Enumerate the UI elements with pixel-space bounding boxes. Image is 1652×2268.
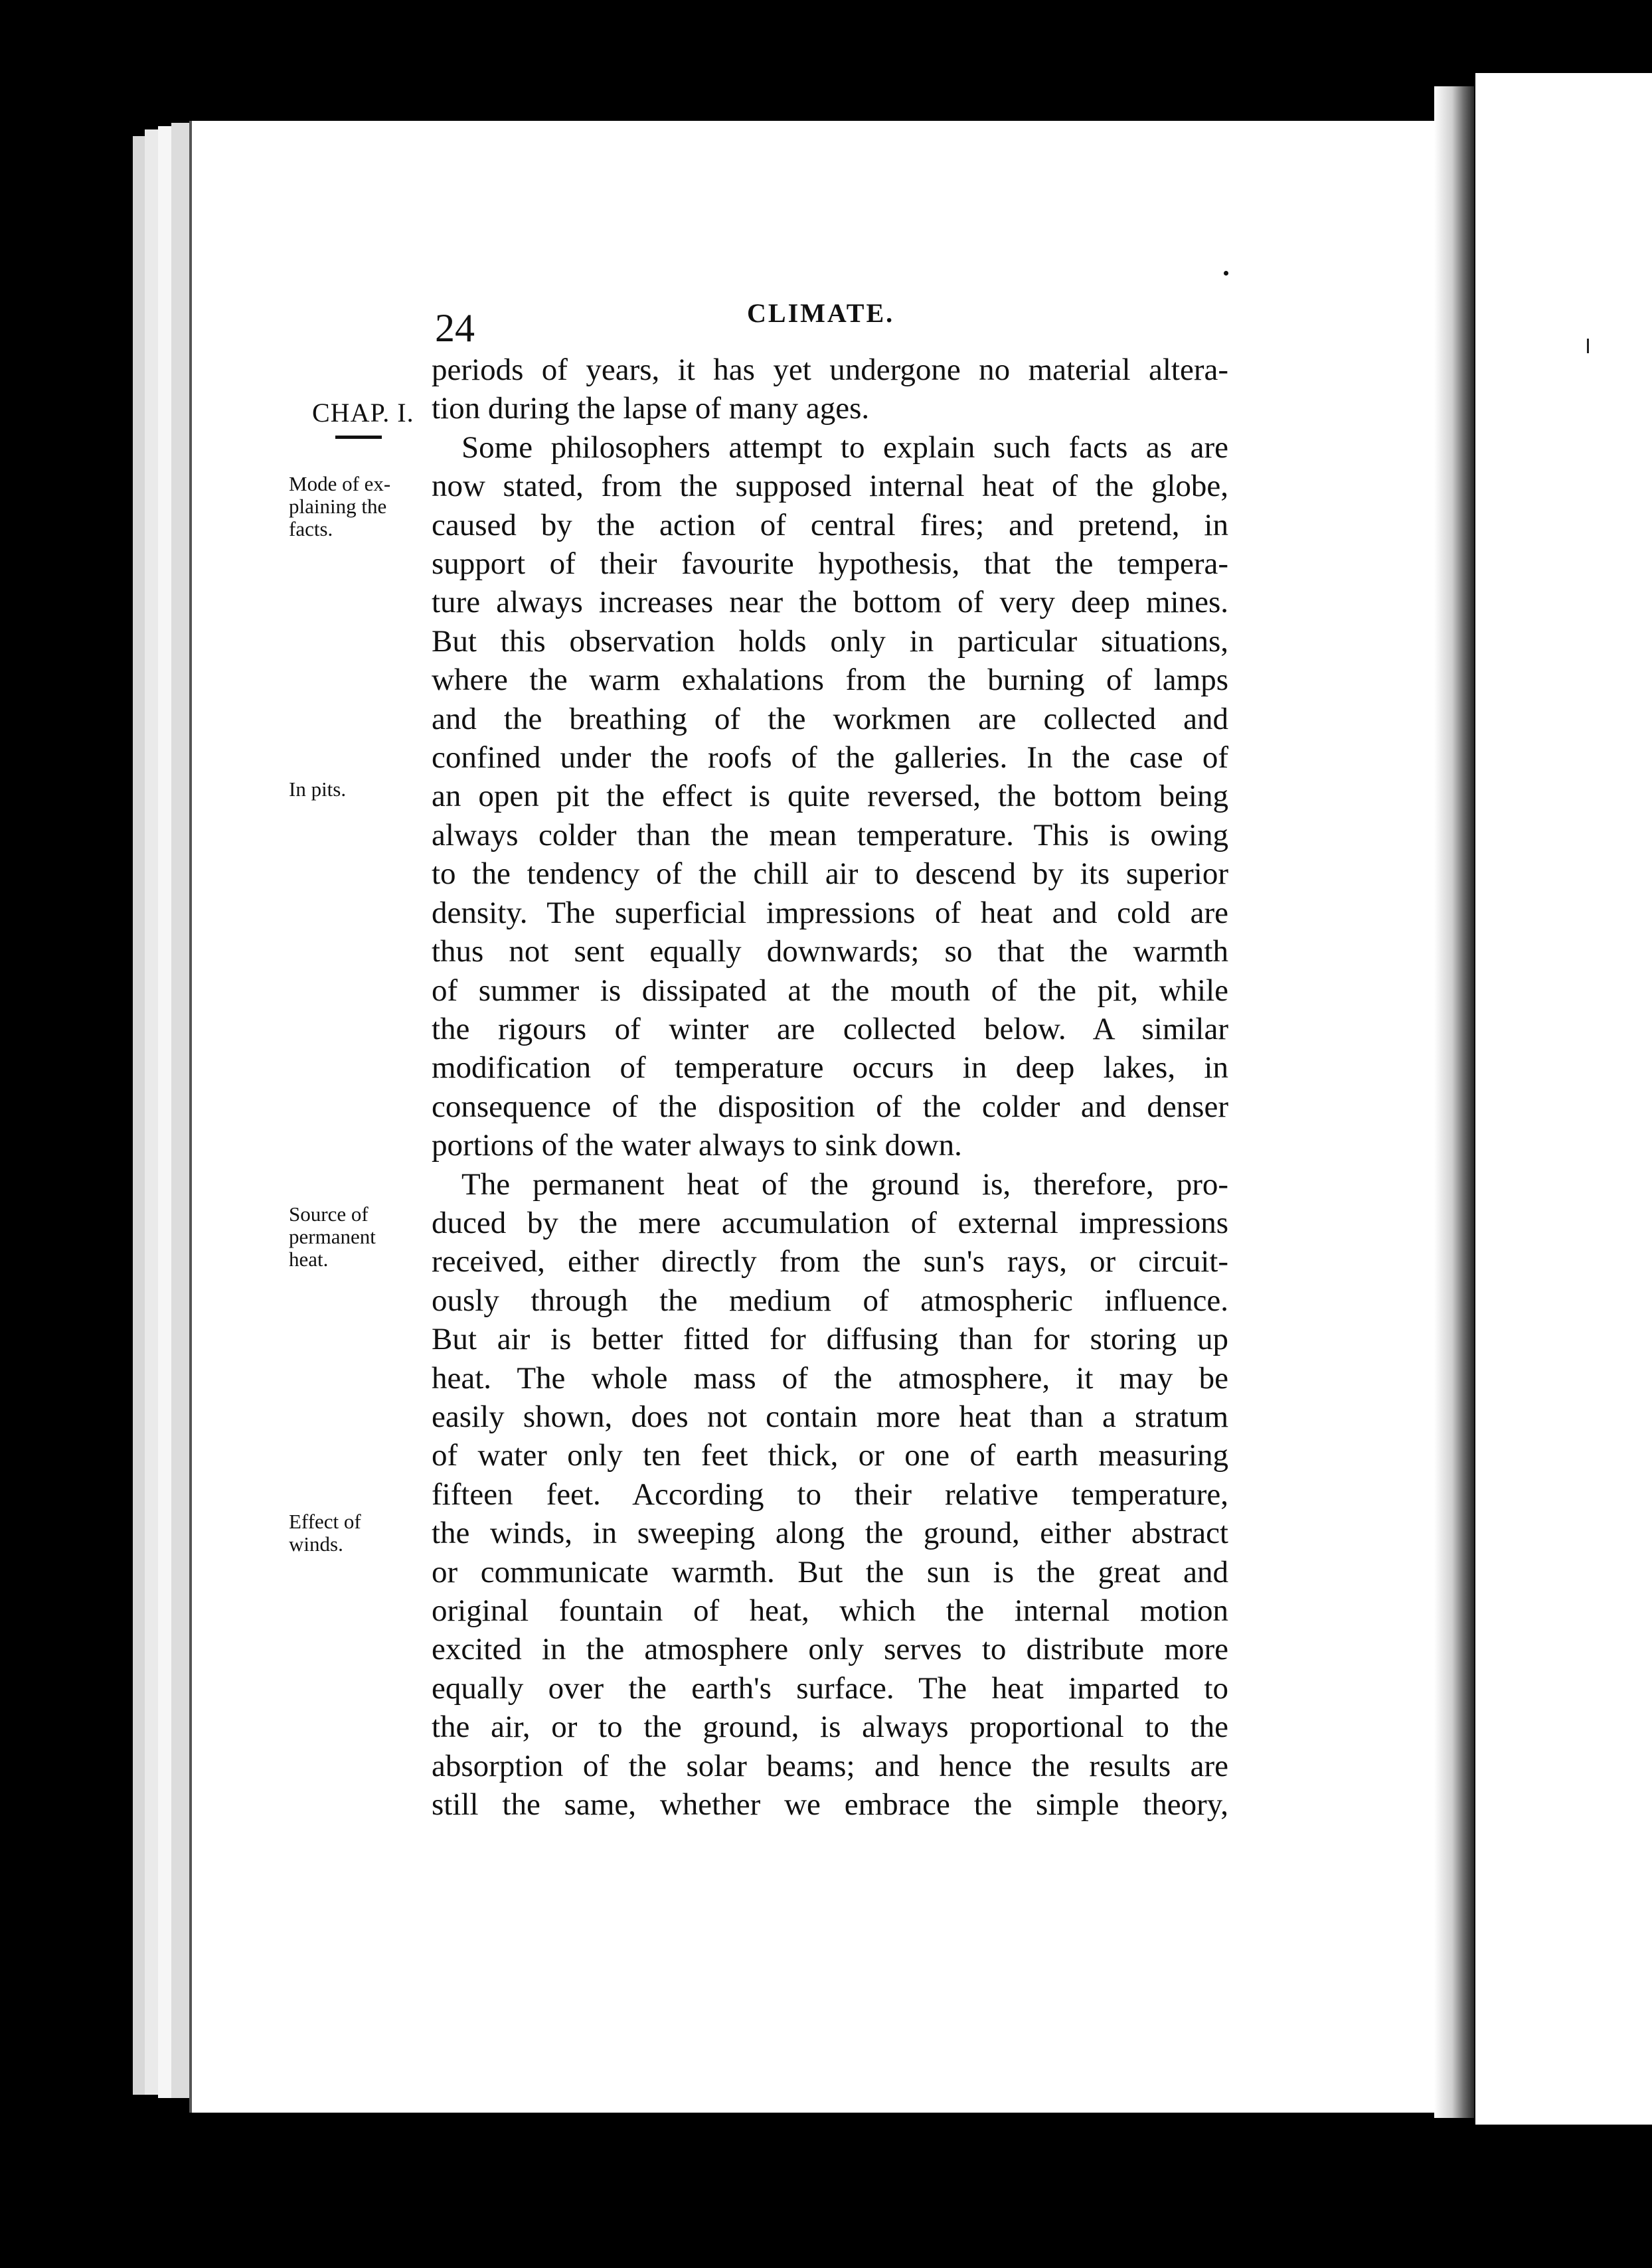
text-line: the air, or to the ground, is always proportional to the <box>432 1710 1228 1745</box>
text-line: heat. The whole mass of the atmosphere, it may be <box>432 1360 1228 1396</box>
text-line: But air is better fitted for diffusing than for storing up <box>432 1322 1228 1357</box>
sidenote-line: Effect of <box>289 1510 361 1533</box>
text-line: portions of the water always to sink down. <box>432 1128 962 1163</box>
running-head: CLIMATE. <box>747 298 895 328</box>
text-line: to the tendency of the chill air to descend by its superior <box>432 856 1228 892</box>
chapter-rule <box>335 436 382 439</box>
text-line: of water only ten feet thick, or one of earth measuring <box>432 1438 1228 1473</box>
text-line: But this observation holds only in particular situations, <box>432 623 1228 659</box>
text-line: Some philosophers attempt to explain such facts as are <box>461 430 1228 465</box>
facing-page <box>1475 73 1652 2125</box>
text-line: tion during the lapse of many ages. <box>432 391 870 426</box>
text-line: density. The superficial impressions of heat and cold are <box>432 895 1228 930</box>
sidenote-mode-of-explaining <box>289 473 390 540</box>
text-line: support of their favourite hypothesis, that the tempera- <box>432 546 1228 582</box>
sidenote-line: Mode of ex- <box>289 472 391 495</box>
text-line: and the breathing of the workmen are collected and <box>432 701 1228 736</box>
text-line: where the warm exhalations from the burning of lamps <box>432 663 1228 698</box>
text-line: caused by the action of central fires; and pretend, in <box>432 507 1228 542</box>
text-line: original fountain of heat, which the internal motion <box>432 1593 1228 1628</box>
chapter-label: CHAP. I. <box>312 398 414 428</box>
text-line: consequence of the disposition of the colder and denser <box>432 1089 1228 1124</box>
sidenote-line: plaining the <box>289 495 387 518</box>
text-line: ture always increases near the bottom of very deep mines. <box>432 585 1228 620</box>
text-line: always colder than the mean temperature. This is owing <box>432 817 1228 852</box>
sidenote-source-of-heat <box>289 1203 376 1271</box>
text-line: thus not sent equally downwards; so that the warmth <box>432 934 1228 969</box>
facing-page-mark <box>1587 339 1589 353</box>
text-line: the rigours of winter are collected below. A similar <box>432 1011 1228 1046</box>
sidenote-line: winds. <box>289 1532 343 1556</box>
text-line: ously through the medium of atmospheric influence. <box>432 1283 1228 1318</box>
text-line: The permanent heat of the ground is, therefore, pro- <box>461 1167 1228 1202</box>
text-line: received, either directly from the sun's rays, or circuit- <box>432 1244 1228 1279</box>
text-line: absorption of the solar beams; and hence the results are <box>432 1748 1228 1783</box>
text-line: easily shown, does not contain more heat than a stratum <box>432 1399 1228 1434</box>
sidenote-line: permanent <box>289 1225 376 1248</box>
text-line: duced by the mere accumulation of external impressions <box>432 1205 1228 1240</box>
text-line: periods of years, it has yet undergone no material altera- <box>432 353 1228 387</box>
text-line: fifteen feet. According to their relative temperature, <box>432 1477 1228 1512</box>
sidenote-line: In pits. <box>289 777 347 801</box>
sidenote-in-pits <box>289 778 346 801</box>
sidenote-effect-of-winds <box>289 1510 361 1556</box>
text-line: modification of temperature occurs in deep lakes, in <box>432 1050 1228 1086</box>
sidenote-line: heat. <box>289 1248 329 1271</box>
sidenote-line: facts. <box>289 517 333 540</box>
text-line: now stated, from the supposed internal heat of the globe, <box>432 469 1228 504</box>
gutter-shadow <box>1434 86 1474 2118</box>
text-line: excited in the atmosphere only serves to distribute more <box>432 1632 1228 1667</box>
text-line: of summer is dissipated at the mouth of the pit, while <box>432 973 1228 1008</box>
text-line: still the same, whether we embrace the simple theory, <box>432 1787 1228 1822</box>
text-line: an open pit the effect is quite reversed, the bottom being <box>432 779 1228 814</box>
body-text <box>432 351 1228 1824</box>
sidenote-line: Source of <box>289 1202 369 1226</box>
text-line: the winds, in sweeping along the ground, either abstract <box>432 1516 1228 1551</box>
text-line: or communicate warmth. But the sun is the great and <box>432 1554 1228 1589</box>
ink-speck <box>1224 271 1228 276</box>
page-number: 24 <box>435 306 475 350</box>
text-line: confined under the roofs of the galleries. In the case of <box>432 740 1228 775</box>
text-line: equally over the earth's surface. The heat imparted to <box>432 1670 1228 1706</box>
